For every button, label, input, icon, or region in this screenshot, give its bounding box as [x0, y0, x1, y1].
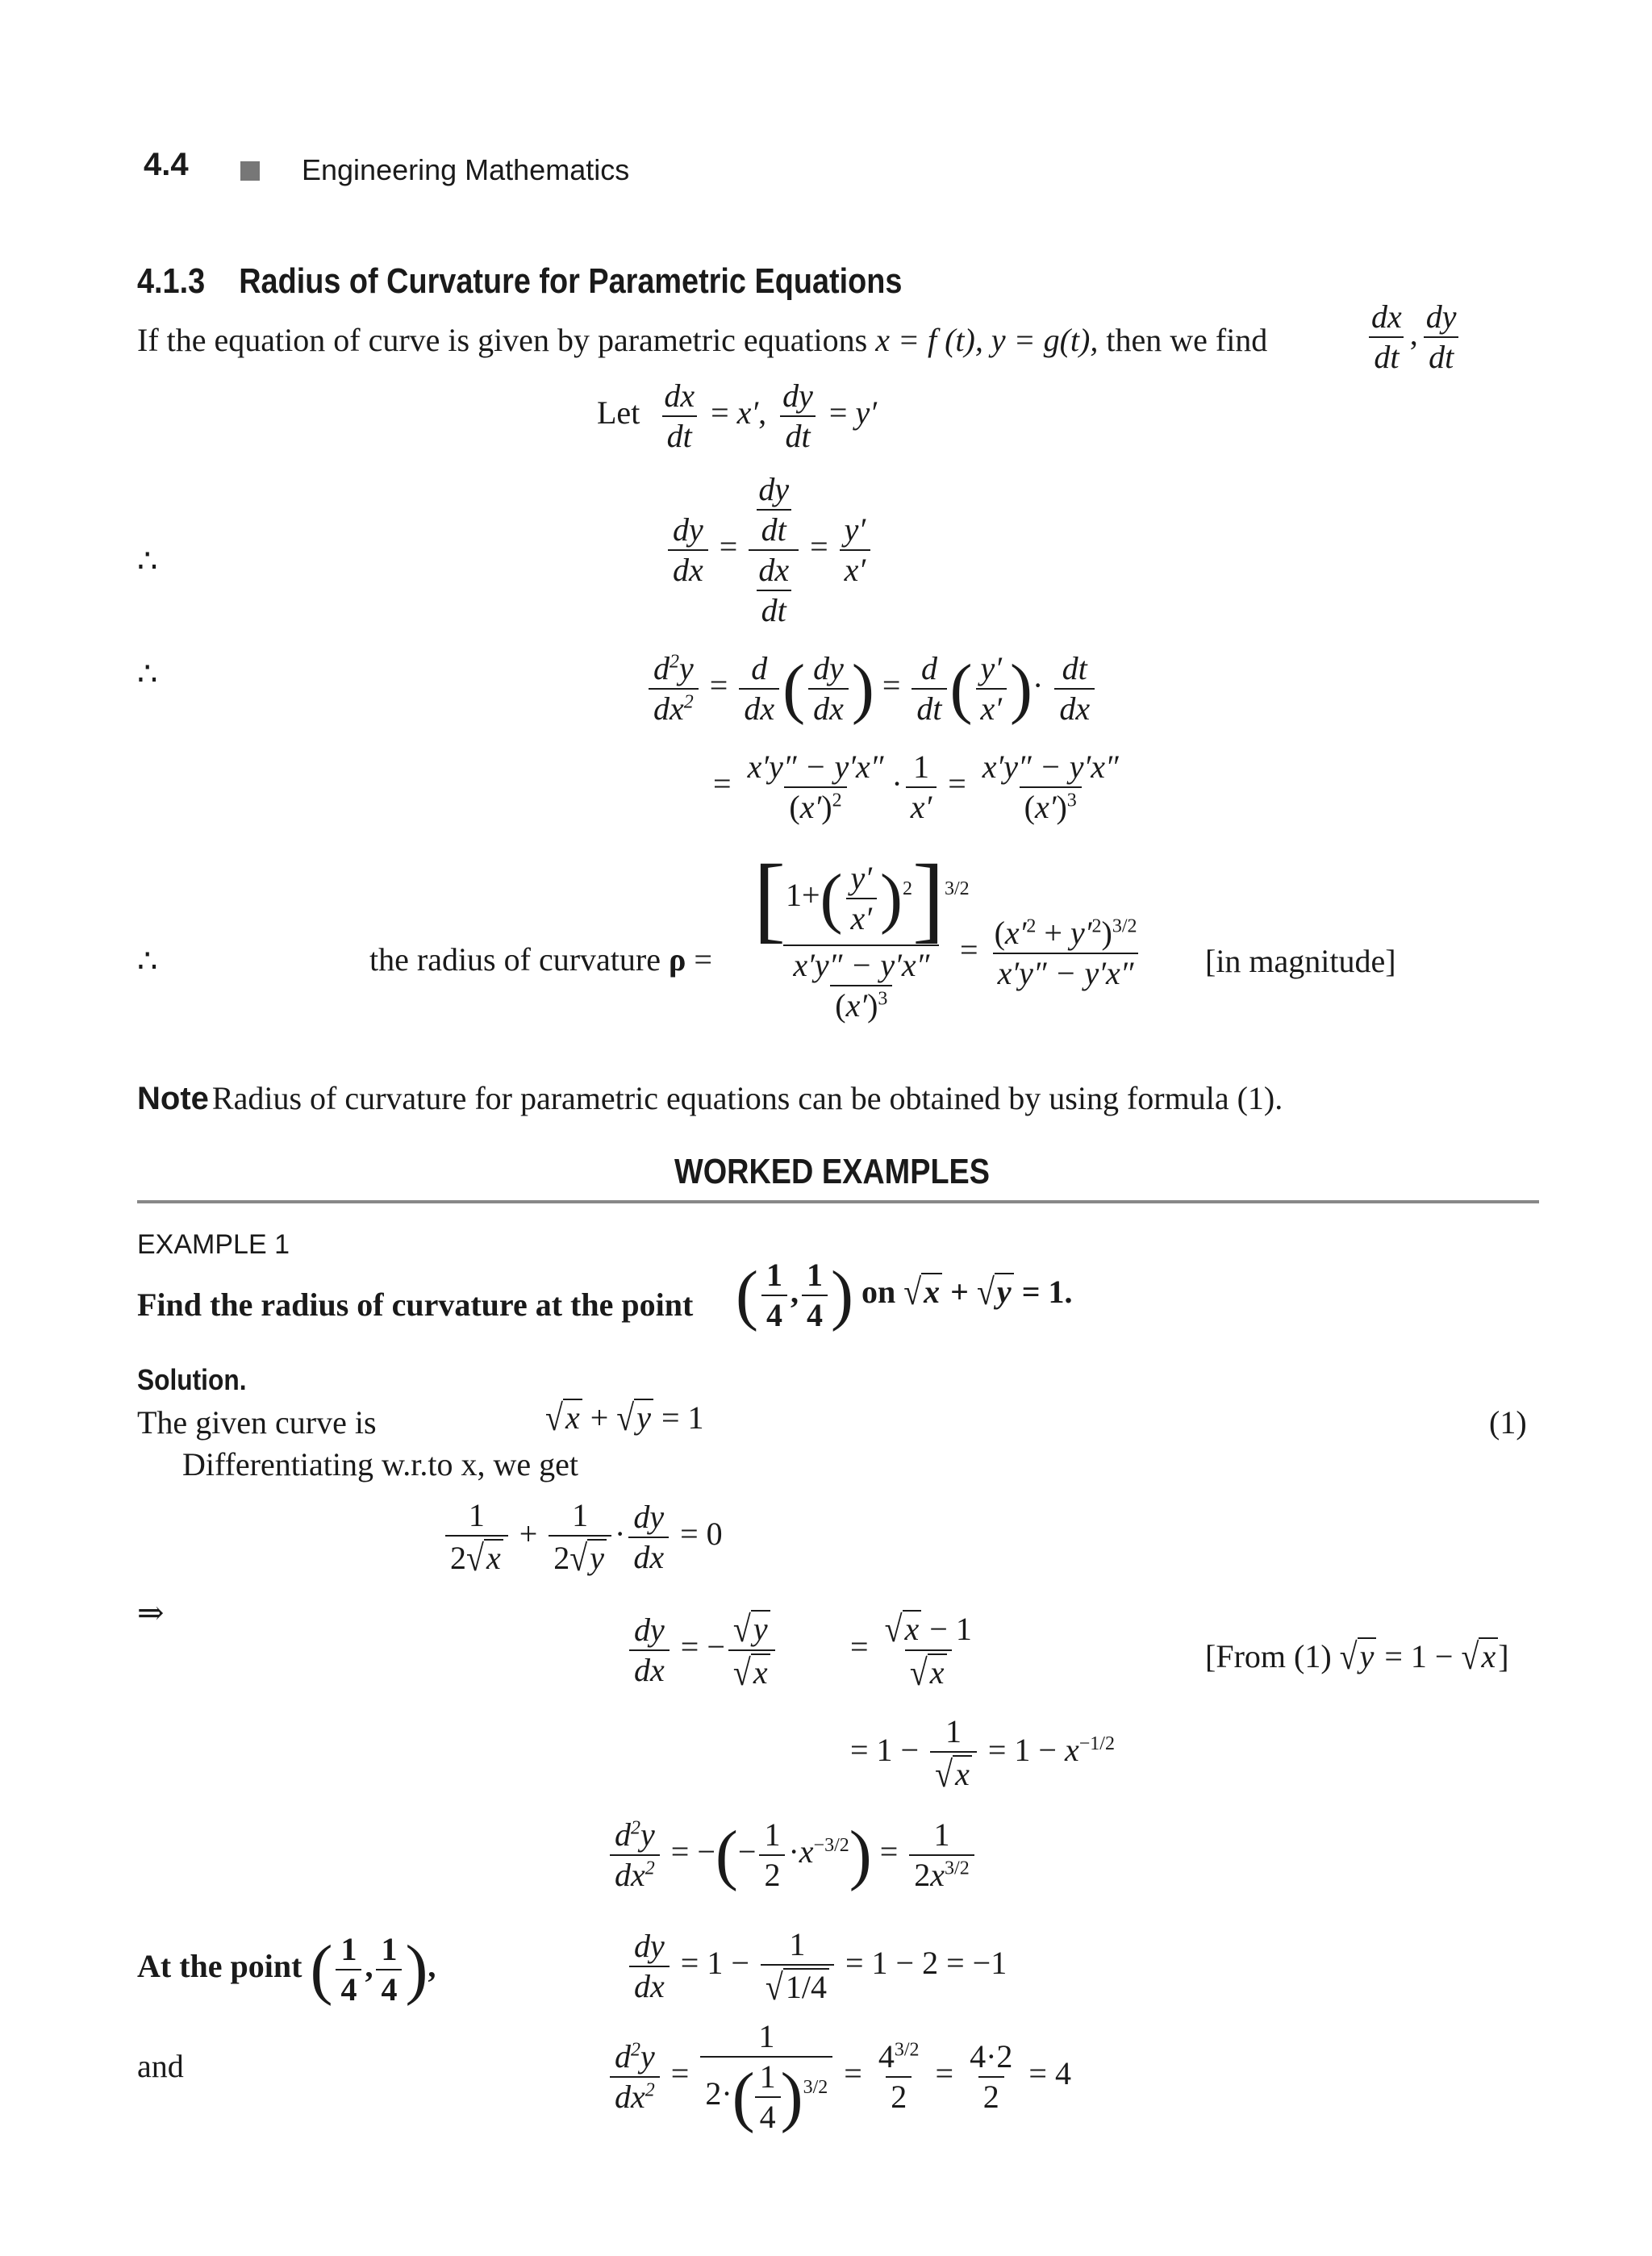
from-eq1-text: [From (1): [1205, 1638, 1332, 1674]
book-title: Engineering Mathematics: [302, 153, 630, 186]
intro-paragraph: [137, 321, 1267, 359]
therefore-symbol-3: ∴: [137, 943, 158, 979]
dydx-substituted: = $\frac{√x - 1}{√x}$: [850, 1608, 972, 1694]
from-eq1-note: [From (1) √y = 1 − √x]: [1205, 1635, 1509, 1678]
dydx-at-point: $\frac{dy}{dx}$ = 1 − $\frac{1}{√1/4}$ = 1 − 2 = −1: [626, 1928, 1007, 2005]
second-derivative-result: = $\frac{x'y'' - y'x''}{(x')^2}$ · $\frac{1}{x'}$ = $\frac{x'y'' - y'x''}{(x')^3}$: [713, 749, 1119, 825]
dydx-equation: $\frac{dy}{dx}$ = $\frac{dy}{dt}$ $\frac{dx}{dt}$ = $\frac{y'}{x'}$: [665, 473, 874, 628]
radius-label-text: the radius of curvature: [369, 941, 661, 978]
given-curve-equation: √x + √y = 1: [545, 1396, 704, 1439]
dydx-simplified: = 1 − $\frac{1}{√x}$ = $1 - x^{-1/2}$: [850, 1713, 1115, 1795]
implies-symbol: ⇒: [137, 1595, 165, 1631]
problem-point: ( $\frac{1}{4}$ , $\frac{1}{4}$ ) on √x + √y = 1.: [736, 1257, 1073, 1333]
intro-y-eq: y = g(t),: [991, 322, 1099, 358]
second-derivative-equation: $\frac{d^2y}{dx^2}$ = $\frac{d}{dx}$ ( $\frac{dy}{dx}$ ) = $\frac{d}{dt}$ ( $\frac{y'}{x'}$ )· $\frac{dt}{dx}$: [645, 652, 1098, 726]
therefore-symbol-2: ∴: [137, 656, 158, 692]
example-problem: [137, 1286, 693, 1324]
therefore-symbol-1: ∴: [137, 543, 158, 579]
section-number: 4.1.3: [137, 261, 206, 301]
in-magnitude-note: [in magnitude]: [1205, 943, 1396, 979]
at-the-point-label: At the point ( $\frac{1}{4}$ , $\frac{1}{4}$ ),: [137, 1931, 436, 2008]
rho-symbol: ρ: [668, 941, 686, 978]
and-label: and: [137, 2048, 184, 2084]
equation-number: (1): [1489, 1404, 1527, 1441]
radius-formula: [1+( $\frac{y'}{x'}$ )$^2$]$^{3/2}$ $\frac{x'y'' - y'x''}{(x')^3}$: [753, 844, 970, 1024]
intro-text: If the equation of curve is given by parametric equations: [137, 322, 868, 358]
intro-x-eq: x = f (t),: [875, 322, 983, 358]
given-curve-text: The given curve is: [137, 1404, 377, 1441]
problem-on: on: [861, 1274, 896, 1311]
note-text: Radius of curvature for parametric equations can be obtained by using formula (1).: [211, 1080, 1283, 1116]
differentiating-text: Differentiating w.r.to x, we get: [182, 1446, 578, 1482]
let-label: Let: [597, 394, 640, 432]
radius-simplified: = $\frac{(x'^2 + y'^2)^{3/2}}{x'y'' - y'x''}$: [960, 915, 1137, 991]
problem-prefix: Find the radius of curvature at the point: [137, 1286, 694, 1323]
radius-label: the radius of curvature ρ =: [369, 941, 712, 978]
intro-then: then we find: [1106, 322, 1268, 358]
problem-rhs: = 1.: [1021, 1274, 1073, 1311]
note-label: Note: [137, 1081, 209, 1116]
second-derivative-solution: $\frac{d^2y}{dx^2}$ = −(− $\frac{1}{2}$ $\cdot x^{-3/2}$) = $\frac{1}{2x^{3/2}}$: [607, 1818, 978, 1892]
example-label: EXAMPLE 1: [137, 1229, 290, 1260]
section-title: Radius of Curvature for Parametric Equations: [239, 261, 903, 301]
page-number: 4.4: [144, 147, 189, 182]
derivative-equation: $\frac{1}{2√x}$ + $\frac{1}{2√y}$ · $\frac{dy}{dx}$ = 0: [442, 1499, 723, 1576]
heading-rule: [137, 1200, 1539, 1203]
note-paragraph: [137, 1079, 1283, 1117]
dxdt-dydt-fractions: $\frac{dx}{dt}$ , $\frac{dy}{dt}$: [1363, 300, 1465, 374]
solution-label: Solution.: [137, 1363, 247, 1396]
dydx-solution: $\frac{dy}{dx}$ = − $\frac{√y}{√x}$: [626, 1610, 778, 1691]
section-heading: [137, 261, 902, 302]
let-definition: Let $\frac{dx}{dt}$ = x′, $\frac{dy}{dt}$ = y′: [597, 377, 877, 454]
at-the-point-text: At the point: [137, 1948, 302, 1985]
worked-examples-heading: WORKED EXAMPLES: [674, 1152, 991, 1191]
second-derivative-at-point: $\frac{d^2y}{dx^2}$ = 1 2·( $\frac{1}{4}$ )$^{3/2}$ = $\frac{4^{3/2}}{2}$ = $\frac{4\cdot 2}{2}$ = 4: [607, 2020, 1071, 2134]
header-square-icon: [240, 161, 260, 181]
